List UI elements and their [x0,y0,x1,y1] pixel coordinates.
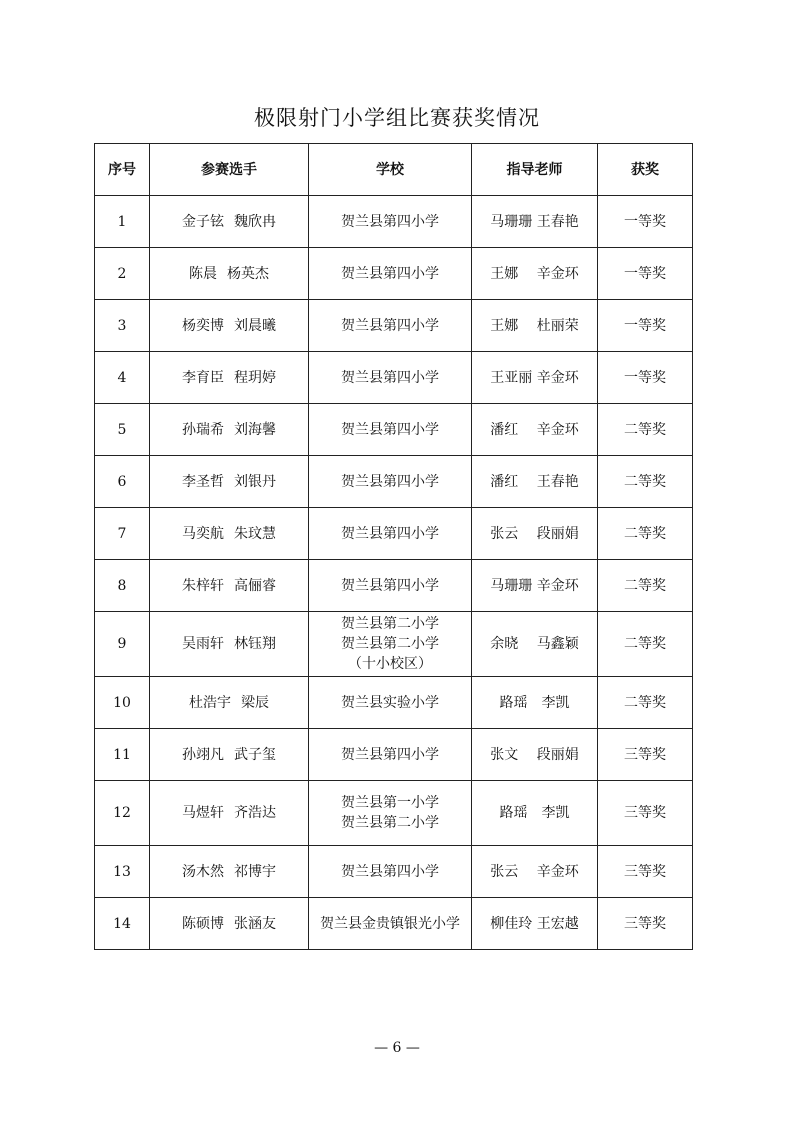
cell-players [150,508,309,560]
player-name: 汤木然 [182,863,224,880]
cell-teacher: 王娜 杜丽荣 [472,300,598,352]
player-name: 马奕航 [182,525,224,542]
cell-teacher: 柳佳玲 王宏越 [472,898,598,950]
player-name: 杜浩宇 [189,694,231,711]
table-row [95,300,693,352]
table-row [95,196,693,248]
cell-school [309,729,472,781]
cell-school [309,612,472,677]
player-name: 张涵友 [234,915,276,932]
cell-players [150,248,309,300]
cell-school [309,560,472,612]
player-name: 朱玟慧 [234,525,276,542]
table-row [95,404,693,456]
cell-school [309,677,472,729]
cell-teacher: 张云 段丽娟 [472,508,598,560]
player-name: 李圣哲 [182,473,224,490]
table-row [95,898,693,950]
header-teacher: 指导老师 [472,144,598,196]
cell-award: 二等奖 [598,560,693,612]
table-row [95,248,693,300]
cell-no: 1 [95,196,150,248]
cell-teacher: 路瑶 李凯 [472,677,598,729]
cell-school [309,846,472,898]
header-school: 学校 [309,144,472,196]
player-name: 孙翊凡 [182,746,224,763]
cell-no: 9 [95,612,150,677]
cell-award: 二等奖 [598,404,693,456]
cell-school [309,300,472,352]
cell-teacher: 潘红 辛金环 [472,404,598,456]
cell-players [150,898,309,950]
header-no: 序号 [95,144,150,196]
player-name: 刘晨曦 [234,317,276,334]
cell-award: 二等奖 [598,612,693,677]
school-name: 贺兰县第四小学 [341,369,439,386]
cell-no: 4 [95,352,150,404]
cell-school [309,248,472,300]
player-name: 吴雨轩 [182,636,224,652]
page-number: — 6 — [374,1040,420,1056]
page-title: 极限射门小学组比赛获奖情况 [254,106,540,130]
cell-school [309,898,472,950]
school-name: 贺兰县第四小学 [341,213,439,230]
player-name: 李育臣 [182,369,224,386]
cell-players [150,846,309,898]
player-name: 杨英杰 [227,265,269,282]
player-name: 孙瑞希 [182,421,224,438]
player-name: 马煜轩 [182,805,224,821]
player-name: 梁辰 [241,694,269,711]
cell-teacher: 潘红 王春艳 [472,456,598,508]
cell-teacher: 王娜 辛金环 [472,248,598,300]
cell-teacher: 张云 辛金环 [472,846,598,898]
cell-no: 3 [95,300,150,352]
cell-school [309,404,472,456]
cell-award: 一等奖 [598,300,693,352]
cell-players [150,781,309,846]
cell-teacher: 马珊珊 王春艳 [472,196,598,248]
cell-award: 二等奖 [598,677,693,729]
school-name: 贺兰县第二小学 [341,815,439,831]
cell-players [150,404,309,456]
player-name: 魏欣冉 [234,213,276,230]
table-row [95,508,693,560]
school-name: 贺兰县实验小学 [341,694,439,711]
cell-award: 一等奖 [598,196,693,248]
player-name: 陈晨 [189,265,217,282]
player-name: 陈硕博 [182,915,224,932]
cell-award: 二等奖 [598,508,693,560]
cell-award: 三等奖 [598,898,693,950]
cell-school [309,352,472,404]
cell-teacher: 张文 段丽娟 [472,729,598,781]
cell-award: 三等奖 [598,729,693,781]
player-name: 齐浩达 [234,805,276,821]
cell-school [309,508,472,560]
cell-school [309,781,472,846]
cell-players [150,300,309,352]
cell-award: 三等奖 [598,781,693,846]
player-name: 林钰翔 [234,636,276,652]
cell-teacher: 马珊珊 辛金环 [472,560,598,612]
cell-award: 三等奖 [598,846,693,898]
table-row [95,352,693,404]
cell-no: 13 [95,846,150,898]
cell-players [150,612,309,677]
cell-award: 二等奖 [598,456,693,508]
player-name: 刘海馨 [234,421,276,438]
cell-no: 8 [95,560,150,612]
cell-award: 一等奖 [598,248,693,300]
school-name: 贺兰县第四小学 [341,863,439,880]
cell-school [309,456,472,508]
cell-no: 14 [95,898,150,950]
cell-players [150,352,309,404]
cell-teacher: 王亚丽 辛金环 [472,352,598,404]
cell-teacher: 路瑶 李凯 [472,781,598,846]
player-name: 金子铉 [182,213,224,230]
player-name: 刘银丹 [234,473,276,490]
player-name: 朱梓轩 [182,577,224,594]
school-name: 贺兰县第二小学 [341,616,439,632]
school-name: （十小校区） [348,656,432,672]
school-name: 贺兰县金贵镇银光小学 [320,915,460,932]
player-name: 杨奕博 [182,317,224,334]
table-row [95,612,693,677]
cell-teacher: 余晓 马鑫颖 [472,612,598,677]
school-name: 贺兰县第四小学 [341,421,439,438]
cell-no: 12 [95,781,150,846]
table-row [95,781,693,846]
cell-no: 7 [95,508,150,560]
school-name: 贺兰县第一小学 [341,795,439,811]
table-row [95,846,693,898]
cell-no: 11 [95,729,150,781]
cell-award: 一等奖 [598,352,693,404]
school-name: 贺兰县第四小学 [341,473,439,490]
table-row [95,560,693,612]
table-row [95,677,693,729]
player-name: 武子玺 [234,746,276,763]
school-name: 贺兰县第二小学 [341,636,439,652]
school-name: 贺兰县第四小学 [341,317,439,334]
cell-no: 10 [95,677,150,729]
school-name: 贺兰县第四小学 [341,265,439,282]
table-header-row [95,144,693,196]
cell-school [309,196,472,248]
cell-no: 6 [95,456,150,508]
table-row [95,729,693,781]
cell-no: 2 [95,248,150,300]
school-name: 贺兰县第四小学 [341,746,439,763]
player-name: 高俪睿 [234,577,276,594]
cell-players [150,196,309,248]
table-row [95,456,693,508]
header-award: 获奖 [598,144,693,196]
awards-table [94,143,693,950]
player-name: 程玥婷 [234,369,276,386]
header-players: 参赛选手 [150,144,309,196]
school-name: 贺兰县第四小学 [341,577,439,594]
cell-players [150,677,309,729]
cell-no: 5 [95,404,150,456]
cell-players [150,456,309,508]
cell-players [150,560,309,612]
player-name: 祁博宇 [234,863,276,880]
school-name: 贺兰县第四小学 [341,525,439,542]
cell-players [150,729,309,781]
